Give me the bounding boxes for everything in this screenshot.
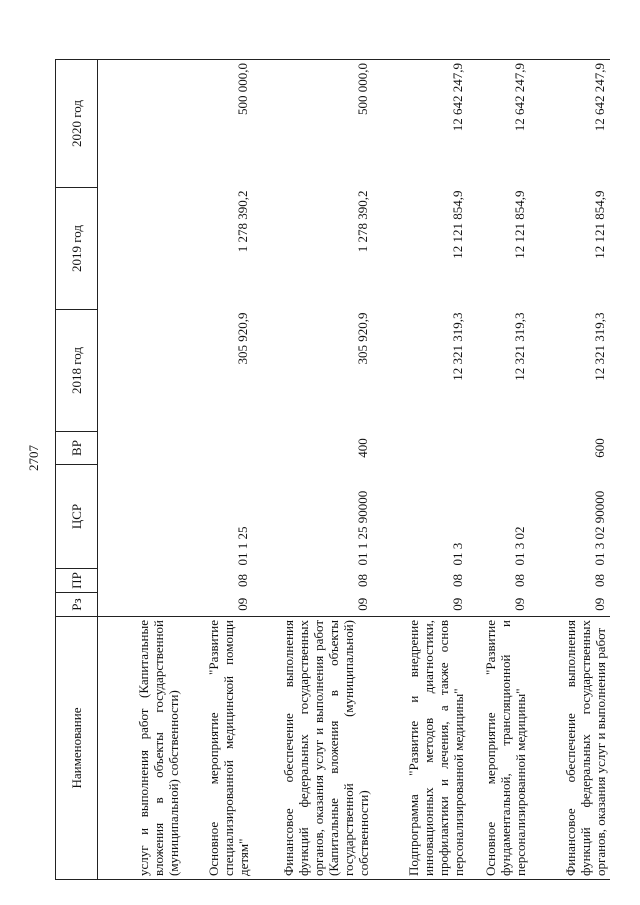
table-row (253, 60, 373, 880)
budget-table (55, 59, 610, 880)
row-rz: 09 (468, 593, 530, 617)
row-pr (98, 569, 183, 593)
header-csr: ЦСР (56, 465, 98, 569)
row-name: Подпрограмма "Развитие и внедрение инновационных методов диагностики, профилактики и лечения, а также основ персонализированной медицины" (373, 617, 468, 880)
row-rz: 09 (253, 593, 373, 617)
row-2020: 12 642 247,9 (530, 60, 610, 188)
row-2020: 12 642 247,9 (373, 60, 468, 188)
row-name: Финансовое обеспечение выполнения функций федеральных государственных органов, оказания услуг и выполнения работ (530, 617, 610, 880)
row-2018: 12 321 319,3 (449, 312, 465, 381)
header-2018: 2018 год (56, 310, 98, 432)
row-vr (468, 432, 530, 465)
header-rz: Рз (56, 593, 98, 617)
row-2018: 305 920,9 (234, 312, 250, 365)
row-2019: 12 121 854,9 (449, 190, 465, 259)
header-2019: 2019 год (56, 188, 98, 310)
row-rz: 09 (183, 593, 253, 617)
header-vr: ВР (56, 432, 98, 465)
row-2020: 500 000,0 (253, 60, 373, 188)
row-vr: 600 (591, 438, 607, 458)
row-2019: 1 278 390,2 (354, 190, 370, 253)
row-csr: 01 3 02 (511, 526, 527, 566)
row-2018: 305 920,9 (354, 312, 370, 365)
row-csr: 01 1 25 90000 (354, 490, 370, 566)
row-pr: 08 (449, 574, 465, 587)
row-2018 (98, 310, 183, 432)
row-csr: 01 3 02 90000 (591, 490, 607, 566)
row-csr (98, 465, 183, 569)
table-row (183, 60, 253, 880)
table-row (468, 60, 530, 880)
row-vr (183, 432, 253, 465)
row-name: Финансовое обеспечение выполнения функций федеральных государственных органов, оказания услуг и выполнения работ (Капитальные вложения в объекты государственной (муниципальной) собственности) (253, 617, 373, 880)
rotated-page (55, 60, 608, 880)
table-row (530, 60, 610, 880)
row-2019: 12 121 854,9 (591, 190, 607, 259)
row-2020 (98, 60, 183, 188)
row-2020: 12 642 247,9 (468, 60, 530, 188)
row-name: услуг и выполнения работ (Капитальные вложения в объекты государственной (муниципальной) собственности) (98, 617, 183, 880)
row-name: Основное мероприятие "Развитие фундаментальной, трансляционной и персонализированной медицины" (468, 617, 530, 880)
table-row (373, 60, 468, 880)
row-rz: 09 (373, 593, 468, 617)
row-pr: 08 (511, 574, 527, 587)
row-name: Основное мероприятие "Развитие специализированной медицинской помощи детям" (183, 617, 253, 880)
row-csr: 01 1 25 (234, 526, 250, 566)
row-pr: 08 (591, 574, 607, 587)
row-pr: 08 (354, 574, 370, 587)
row-vr: 400 (354, 438, 370, 458)
row-csr: 01 3 (449, 542, 465, 566)
row-2018: 12 321 319,3 (511, 312, 527, 381)
header-2020: 2020 год (56, 60, 98, 188)
header-name: Наименование (56, 617, 98, 880)
row-2019 (98, 188, 183, 310)
header-pr: ПР (56, 569, 98, 593)
table-header-row (56, 60, 98, 880)
row-vr (373, 432, 468, 465)
page-number: 2707 (26, 445, 41, 471)
row-2019: 12 121 854,9 (511, 190, 527, 259)
row-2018: 12 321 319,3 (591, 312, 607, 381)
row-2019: 1 278 390,2 (234, 190, 250, 253)
row-rz: 09 (530, 593, 610, 617)
row-pr: 08 (234, 574, 250, 587)
row-2020: 500 000,0 (183, 60, 253, 188)
table-row (98, 60, 183, 880)
row-rz (98, 593, 183, 617)
row-vr (98, 432, 183, 465)
